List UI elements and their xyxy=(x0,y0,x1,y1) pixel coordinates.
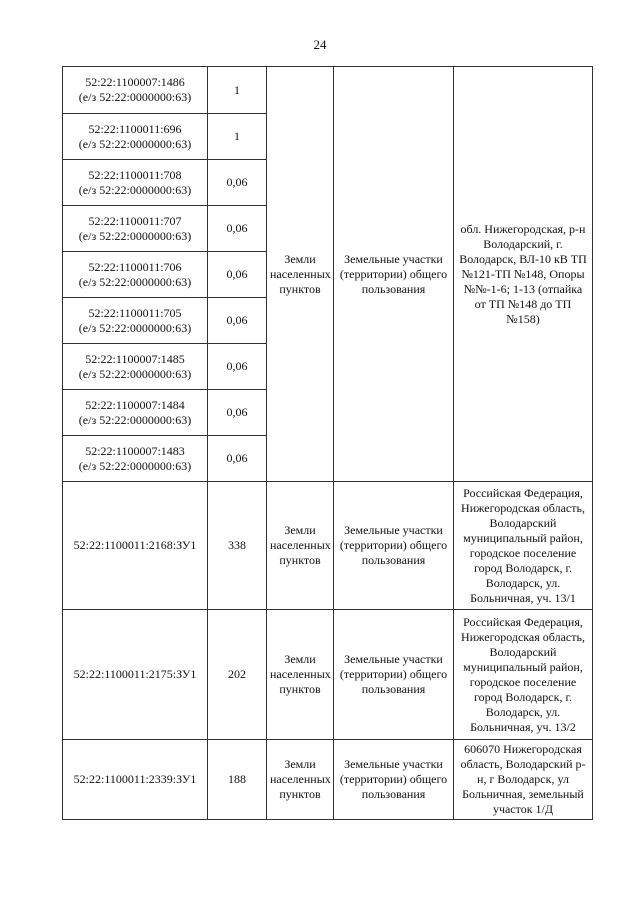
table-row xyxy=(63,610,593,740)
area-cell: 1 xyxy=(208,114,267,160)
area-cell: 0,06 xyxy=(208,160,267,206)
area-cell: 0,06 xyxy=(208,436,267,482)
cadastral-number-cell: 52:22:1100007:1484 (е/з 52:22:0000000:63) xyxy=(63,390,208,436)
cadastral-number-cell: 52:22:1100007:1485 (е/з 52:22:0000000:63) xyxy=(63,344,208,390)
cadastral-number-cell: 52:22:1100011:2175:ЗУ1 xyxy=(63,610,208,740)
area-cell: 188 xyxy=(208,740,267,820)
cadastral-number-cell: 52:22:1100011:2339:ЗУ1 xyxy=(63,740,208,820)
land-plots-table xyxy=(62,66,593,820)
land-category-cell: Земли населенных пунктов xyxy=(267,482,334,610)
land-category-cell: Земли населенных пунктов xyxy=(267,740,334,820)
permitted-use-cell: Земельные участки (территории) общего пользования xyxy=(334,67,454,482)
table-row xyxy=(63,482,593,610)
table-row xyxy=(63,67,593,114)
cadastral-number-cell: 52:22:1100011:2168:ЗУ1 xyxy=(63,482,208,610)
cadastral-number-cell: 52:22:1100011:707 (е/з 52:22:0000000:63) xyxy=(63,206,208,252)
cadastral-number-cell: 52:22:1100011:705 (е/з 52:22:0000000:63) xyxy=(63,298,208,344)
area-cell: 338 xyxy=(208,482,267,610)
permitted-use-cell: Земельные участки (территории) общего пользования xyxy=(334,482,454,610)
area-cell: 1 xyxy=(208,67,267,114)
table-row xyxy=(63,740,593,820)
cadastral-number-cell: 52:22:1100007:1483 (е/з 52:22:0000000:63) xyxy=(63,436,208,482)
area-cell: 0,06 xyxy=(208,390,267,436)
area-cell: 0,06 xyxy=(208,206,267,252)
cadastral-number-cell: 52:22:1100011:696 (е/з 52:22:0000000:63) xyxy=(63,114,208,160)
area-cell: 0,06 xyxy=(208,298,267,344)
land-category-cell: Земли населенных пунктов xyxy=(267,67,334,482)
page-number: 24 xyxy=(313,37,327,52)
area-cell: 0,06 xyxy=(208,252,267,298)
permitted-use-cell: Земельные участки (территории) общего пользования xyxy=(334,740,454,820)
address-cell: Российская Федерация, Нижегородская область, Володарский муниципальный район, городское поселение город Володарск, г. Володарск, ул. Больничная, уч. 13/2 xyxy=(454,610,593,740)
address-cell: обл. Нижегородская, р-н Володарский, г. Володарск, ВЛ-10 кВ ТП №121-ТП №148, Опоры №№-1-6; 1-13 (отпайка от ТП №148 до ТП №158) xyxy=(454,67,593,482)
cadastral-number-cell: 52:22:1100011:706 (е/з 52:22:0000000:63) xyxy=(63,252,208,298)
address-cell: Российская Федерация, Нижегородская область, Володарский муниципальный район, городское поселение город Володарск, г. Володарск, ул. Больничная, уч. 13/1 xyxy=(454,482,593,610)
permitted-use-cell: Земельные участки (территории) общего пользования xyxy=(334,610,454,740)
area-cell: 0,06 xyxy=(208,344,267,390)
area-cell: 202 xyxy=(208,610,267,740)
land-category-cell: Земли населенных пунктов xyxy=(267,610,334,740)
cadastral-number-cell: 52:22:1100007:1486 (е/з 52:22:0000000:63) xyxy=(63,67,208,114)
address-cell: 606070 Нижегородская область, Володарский р-н, г Володарск, ул Больничная, земельный участок 1/Д xyxy=(454,740,593,820)
cadastral-number-cell: 52:22:1100011:708 (е/з 52:22:0000000:63) xyxy=(63,160,208,206)
